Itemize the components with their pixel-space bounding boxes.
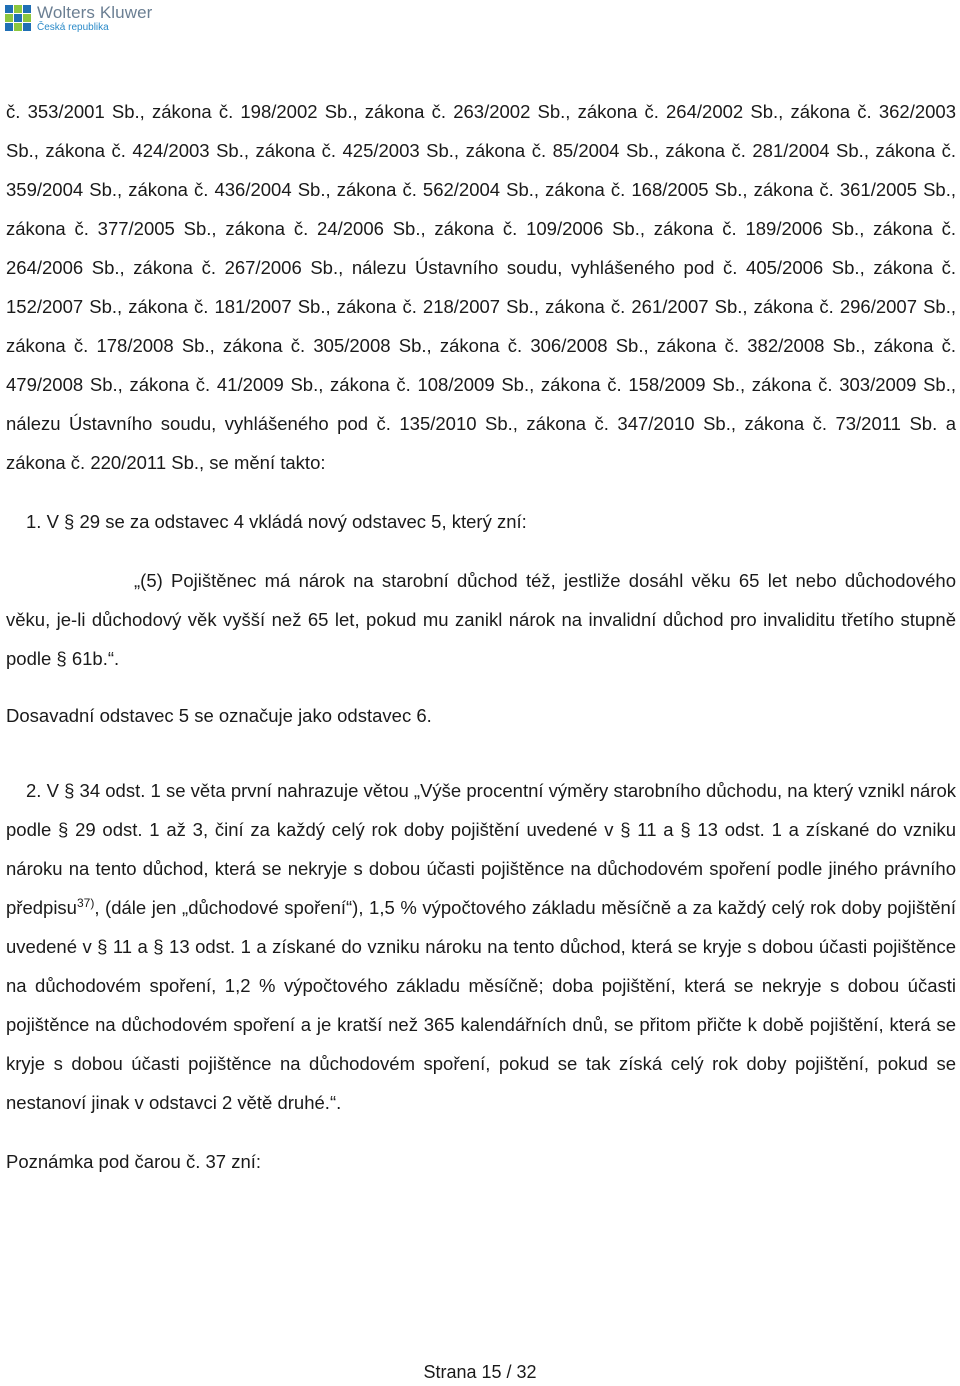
logo-brand-text: Wolters Kluwer bbox=[37, 3, 153, 22]
renumbering-note: Dosavadní odstavec 5 se označuje jako odstavec 6. bbox=[6, 705, 432, 726]
wolters-kluwer-logo-icon bbox=[4, 4, 32, 32]
page-number: Strana 15 / 32 bbox=[423, 1362, 537, 1382]
item-2-text-part-2: , (dále jen „důchodové spoření“), 1,5 % výpočtového základu měsíčně a za každý celý rok doby pojištění uvedené v § 11 a § 13 odst. 1 a získané do vzniku nároku na tento důchod, která se kryje s dobou účasti pojištěnce na důchodovém spoření, 1,2 % výpočtového základu měsíčně; doba pojištění, která se nekryje s dobou účasti pojištěnce na důchodovém spoření a je kratší než 365 kalendářních dnů, se přitom přičte k době pojištění, která se kryje s dobou účasti pojištěnce na důchodovém spoření, pokud se tak získá celý rok doby pojištění, pokud se nestanoví jinak v odstavci 2 větě druhé.“. bbox=[6, 897, 956, 1113]
quoted-paragraph-5: „(5) Pojištěnec má nárok na starobní důchod též, jestliže dosáhl věku 65 let nebo důchodového věku, je-li důchodový věk vyšší než 65 let, pokud mu zanikl nárok na invalidní důchod pro invaliditu třetího stupně podle § 61b.“. bbox=[6, 570, 956, 669]
logo-country-text: Česká republika bbox=[37, 22, 109, 33]
amendment-item-1: 1. V § 29 se za odstavec 4 vkládá nový odstavec 5, který zní: bbox=[26, 511, 527, 532]
amendment-item-2 bbox=[6, 771, 956, 1122]
publisher-logo bbox=[4, 4, 152, 36]
footnote-reference[interactable]: 37) bbox=[76, 896, 95, 910]
amendment-intro-paragraph: č. 353/2001 Sb., zákona č. 198/2002 Sb., zákona č. 263/2002 Sb., zákona č. 264/2002 Sb., zákona č. 362/2003 Sb., zákona č. 424/2003 Sb., zákona č. 425/2003 Sb., zákona č. 85/2004 Sb., zákona č. 281/2004 Sb., zákona č. 359/2004 Sb., zákona č. 436/2004 Sb., zákona č. 562/2004 Sb., zákona č. 168/2005 Sb., zákona č. 361/2005 Sb., zákona č. 377/2005 Sb., zákona č. 24/2006 Sb., zákona č. 109/2006 Sb., zákona č. 189/2006 Sb., zákona č. 264/2006 Sb., zákona č. 267/2006 Sb., nálezu Ústavního soudu, vyhlášeného pod č. 405/2006 Sb., zákona č. 152/2007 Sb., zákona č. 181/2007 Sb., zákona č. 218/2007 Sb., zákona č. 261/2007 Sb., zákona č. 296/2007 Sb., zákona č. 178/2008 Sb., zákona č. 305/2008 Sb., zákona č. 306/2008 Sb., zákona č. 382/2008 Sb., zákona č. 479/2008 Sb., zákona č. 41/2009 Sb., zákona č. 108/2009 Sb., zákona č. 158/2009 Sb., zákona č. 303/2009 Sb., nálezu Ústavního soudu, vyhlášeného pod č. 135/2010 Sb., zákona č. 347/2010 Sb., zákona č. 73/2011 Sb. a zákona č. 220/2011 Sb., se mění takto: bbox=[6, 101, 956, 473]
item-2-text-part-1: 2. V § 34 odst. 1 se věta první nahrazuje větou „Výše procentní výměry starobního důchodu, na který vznikl nárok podle § 29 odst. 1 až 3, činí za každý celý rok doby pojištění uvedené v § 11 a § 13 odst. 1 a získané do vzniku nároku na tento důchod, která se nekryje s dobou účasti pojištěnce na důchodovém spoření podle jiného právního předpisu bbox=[6, 780, 956, 918]
document-body bbox=[6, 92, 956, 1181]
footnote-heading: Poznámka pod čarou č. 37 zní: bbox=[6, 1151, 262, 1172]
